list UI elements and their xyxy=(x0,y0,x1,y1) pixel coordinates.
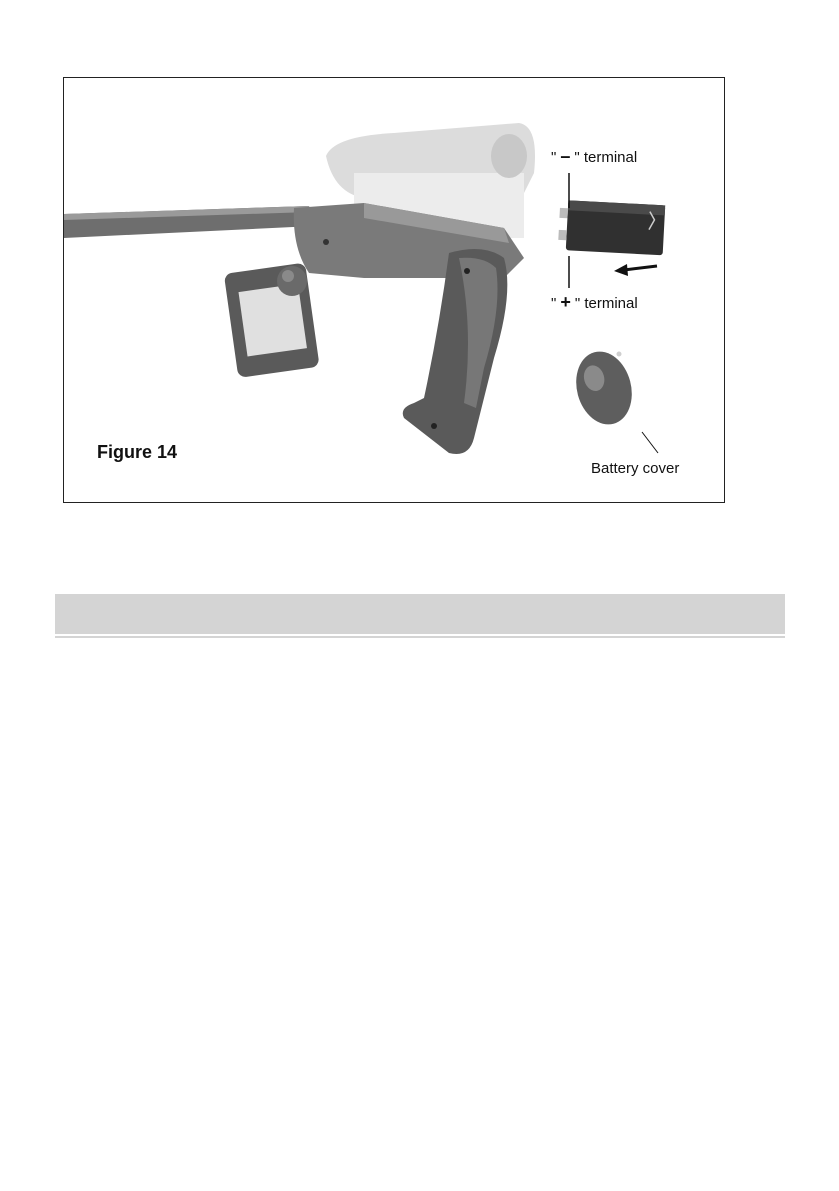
display-hinge xyxy=(277,266,307,296)
minus-terminal-label xyxy=(551,146,637,167)
plus-symbol: + xyxy=(560,292,571,312)
plus-terminal-label xyxy=(551,292,638,313)
section-header-bar xyxy=(55,594,785,634)
plus-label-prefix: " xyxy=(551,295,557,312)
plus-label-suffix: " terminal xyxy=(574,295,638,312)
battery-9v xyxy=(558,200,665,255)
battery-cover xyxy=(568,345,639,430)
insert-arrow xyxy=(614,264,657,276)
cover-leader-line xyxy=(642,432,658,453)
battery-cover-label: Battery cover xyxy=(591,460,680,477)
minus-label-prefix: " xyxy=(551,149,557,166)
figure-frame xyxy=(63,77,725,503)
minus-symbol: – xyxy=(560,146,571,166)
minus-label-suffix: " terminal xyxy=(574,149,638,166)
figure-caption: Figure 14 xyxy=(97,442,178,462)
detector-battery-illustration xyxy=(64,78,726,504)
section-divider xyxy=(55,636,785,638)
